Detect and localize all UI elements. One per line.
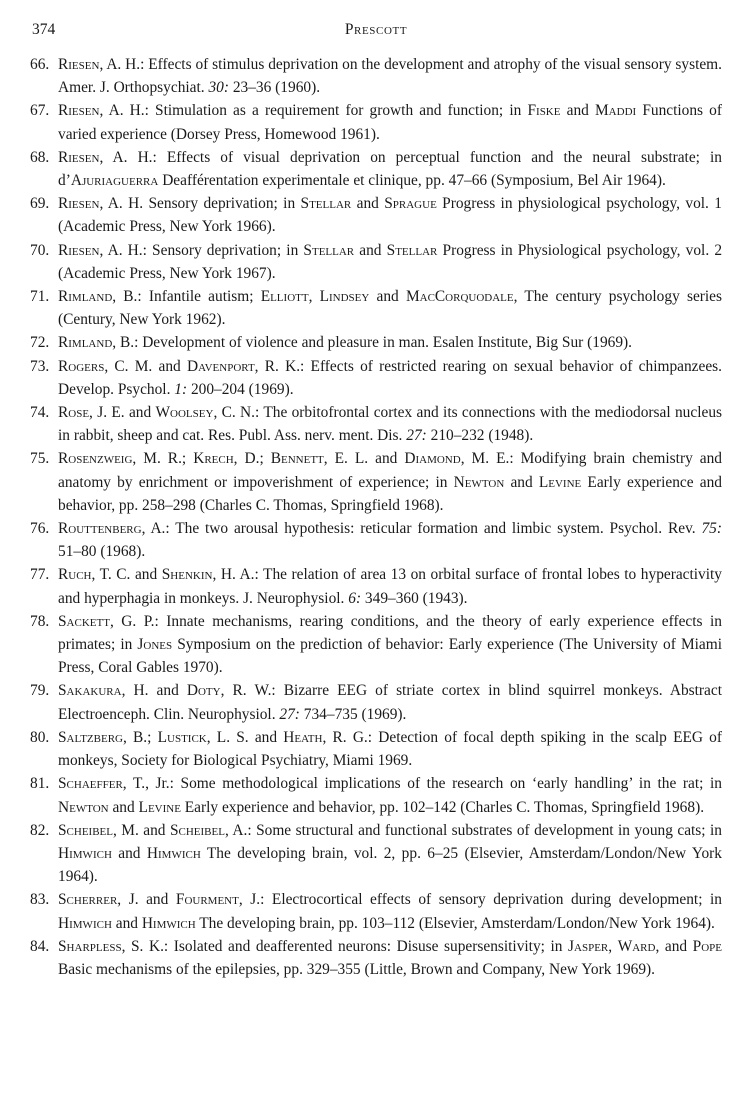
reference-number: 70. [30, 241, 50, 259]
reference-text: , B.; [123, 728, 158, 746]
author-name: Maddi [595, 102, 637, 120]
reference-text: , G. P.: Innate mechanisms, rearing conditions, and the theory of early experience effects in primates; in [58, 612, 722, 654]
reference-text: Deafférentation experimentale et clinique, pp. 47–66 (Symposium, Bel Air 1964). [158, 172, 666, 190]
reference-text: Symposium on the prediction of behavior: Early experience (The University of Miami Press, Coral Gables 1970). [58, 636, 722, 677]
reference-text: , A. H. Sensory deprivation; in [99, 195, 301, 213]
reference-text: and [111, 844, 147, 862]
author-name: Ward [617, 937, 656, 955]
reference-text: , The century psychology series (Century, New York 1962). [58, 288, 722, 329]
reference-text: 200–204 (1969). [187, 380, 294, 398]
reference-text: 734–735 (1969). [299, 705, 407, 723]
author-name: Sackett [58, 612, 110, 630]
volume-number: 27: [279, 705, 300, 723]
reference-number: 81. [30, 775, 50, 793]
author-name: Ruch [58, 566, 92, 584]
author-name: Davenport [186, 357, 255, 375]
reference-entry [30, 53, 722, 99]
author-name: Lindsey [319, 288, 370, 306]
reference-entry [30, 563, 722, 609]
reference-text: , C. N.: The orbitofrontal cortex and its connections with the mediodorsal nucleus in rabbit, sheep and cat. Res. Publ. Ass. nerv. ment. Dis. [58, 404, 722, 445]
author-name: MacCorquodale [405, 288, 514, 306]
author-name: Riesen [58, 148, 100, 166]
reference-text: , J.: Electrocortical effects of sensory deprivation during development; in [238, 891, 722, 909]
author-name: Woolsey [155, 404, 214, 422]
reference-number: 82. [30, 821, 50, 839]
reference-text: , [308, 288, 320, 306]
author-name: Doty [186, 682, 221, 700]
reference-entry [30, 726, 722, 772]
reference-text: , A. H.: Effects of visual deprivation on perceptual function and the neural substrate; in d’ [58, 148, 722, 190]
author-name: Stellar [386, 241, 438, 259]
reference-text: , A.: The two arousal hypothesis: reticular formation and limbic system. Psychol. Rev. [141, 520, 702, 538]
author-name: Newton [58, 798, 109, 816]
author-name: Riesen [58, 102, 100, 120]
reference-number: 83. [30, 891, 50, 909]
reference-text: , A.: Some structural and functional substrates of development in young cats; in [224, 821, 722, 839]
reference-entry [30, 285, 722, 331]
author-name: Rogers [58, 357, 105, 375]
reference-text: and [369, 288, 406, 306]
reference-entry [30, 517, 722, 563]
reference-entry [30, 239, 722, 285]
reference-text: and [351, 195, 385, 213]
reference-text: Early experience and behavior, pp. 258–298 (Charles C. Thomas, Springfield 1968). [58, 473, 722, 514]
author-name: Ajuriaguerra [70, 172, 159, 190]
author-name: Scherrer [58, 891, 118, 909]
volume-number: 30: [208, 79, 229, 97]
author-name: Shenkin [161, 566, 213, 584]
reference-text: and [354, 241, 387, 259]
running-title: Prescott [344, 21, 408, 38]
reference-text: , S. K.: Isolated and deafferented neurons: Disuse supersensitivity; in [121, 937, 569, 955]
reference-text: , and [655, 937, 693, 955]
reference-number: 75. [30, 450, 50, 468]
author-name: Bennett [270, 450, 324, 468]
reference-text: , R. W.: Bizarre EEG of striate cortex in blind squirrel monkeys. Abstract Electroenceph. Clin. Neurophysiol. [58, 682, 722, 723]
reference-number: 68. [30, 148, 50, 166]
reference-entry [30, 192, 722, 238]
reference-text: 23–36 (1960). [229, 79, 321, 97]
author-name: Schaeffer [58, 775, 123, 793]
author-name: Himwich [141, 914, 196, 932]
reference-text: 51–80 (1968). [58, 543, 146, 561]
reference-text: , B.: Development of violence and pleasure in man. Esalen Institute, Big Sur (1969). [112, 334, 633, 352]
author-name: Jasper [568, 937, 609, 955]
reference-text: , D.; [233, 450, 271, 468]
reference-text: , J. and [117, 891, 176, 909]
reference-text: 349–360 (1943). [361, 589, 468, 607]
reference-number: 69. [30, 195, 50, 213]
author-name: Himwich [146, 844, 201, 862]
reference-text: and [108, 798, 139, 816]
author-name: Jones [137, 636, 173, 654]
reference-entry [30, 888, 722, 934]
author-name: Sharpless [58, 937, 122, 955]
reference-text: , [608, 937, 618, 955]
reference-text: , R. K.: Effects of restricted rearing on sexual behavior of chimpanzees. Develop. Psychol. [58, 357, 723, 398]
reference-number: 67. [30, 102, 50, 120]
reference-text: Early experience and behavior, pp. 102–142 (Charles C. Thomas, Springfield 1968). [180, 798, 705, 816]
author-name: Levine [138, 798, 181, 816]
reference-number: 77. [30, 566, 50, 584]
reference-text: , B.: Infantile autism; [112, 288, 261, 306]
reference-number: 74. [30, 404, 50, 422]
author-name: Stellar [303, 241, 355, 259]
volume-number: 27: [406, 427, 427, 445]
author-name: Newton [453, 473, 505, 491]
running-head [30, 18, 722, 42]
reference-text: , H. A.: The relation of area 13 on orbital surface of frontal lobes to hyperactivity and hyperphagia in monkeys. J. Neurophysiol. [58, 566, 722, 607]
author-name: Rimland [58, 288, 113, 306]
reference-text: , A. H.: Sensory deprivation; in [99, 241, 304, 259]
reference-entry [30, 401, 722, 447]
reference-text: , M. R.; [132, 450, 194, 468]
author-name: Elliott [260, 288, 309, 306]
reference-text: and [111, 914, 142, 932]
reference-text: 210–232 (1948). [426, 427, 534, 445]
author-name: Routtenberg [58, 520, 142, 538]
reference-number: 78. [30, 612, 50, 630]
volume-number: 1: [174, 380, 188, 398]
reference-number: 66. [30, 56, 50, 73]
reference-entry [30, 819, 722, 889]
reference-text: Progress in physiological psychology, vol. 1 (Academic Press, New York 1966). [58, 195, 722, 236]
reference-text: , M. and [113, 821, 170, 839]
reference-number: 80. [30, 728, 50, 746]
reference-entry [30, 146, 722, 192]
reference-text: Basic mechanisms of the epilepsies, pp. 329–355 (Little, Brown and Company, New York 1969). [58, 960, 656, 978]
author-name: Himwich [58, 914, 112, 932]
author-name: Riesen [58, 56, 100, 73]
author-name: Lustick [157, 728, 207, 746]
author-name: Rosenzweig [58, 450, 133, 468]
reference-entry [30, 331, 722, 354]
page-number: 374 [32, 21, 56, 38]
reference-text: Progress in Physiological psychology, vol. 2 (Academic Press, New York 1967). [58, 241, 723, 282]
reference-entry [30, 610, 722, 680]
author-name: Scheibel [169, 821, 225, 839]
author-name: Rimland [58, 334, 113, 352]
author-name: Scheibel [58, 821, 113, 839]
reference-text: and [504, 473, 539, 491]
author-name: Sakakura [58, 682, 122, 700]
volume-number: 6: [348, 589, 362, 607]
reference-text: , M. E.: Modifying brain chemistry and anatomy by enrichment or impoverishment of experience; in [58, 450, 722, 491]
author-name: Fourment [175, 891, 239, 909]
reference-text: , C. M. and [104, 357, 187, 375]
author-name: Levine [538, 473, 582, 491]
author-name: Himwich [58, 844, 112, 862]
reference-text: and [560, 102, 595, 120]
reference-entry [30, 679, 722, 725]
book-page [30, 18, 722, 981]
reference-text: , T. C. and [91, 566, 162, 584]
reference-number: 71. [30, 288, 50, 306]
reference-text: , H. and [121, 682, 187, 700]
reference-text: The developing brain, vol. 2, pp. 6–25 (Elsevier, Amsterdam/London/New York 1964). [58, 844, 722, 886]
author-name: Heath [283, 728, 323, 746]
author-name: Fiske [527, 102, 561, 120]
reference-number: 72. [30, 334, 50, 352]
reference-text: , A. H.: Effects of stimulus deprivation on the development and atrophy of the visual sensory system. Amer. J. Orthopsychiat. [58, 56, 722, 97]
author-name: Riesen [58, 195, 100, 213]
author-name: Riesen [58, 241, 100, 259]
author-name: Stellar [300, 195, 352, 213]
reference-text: , A. H.: Stimulation as a requirement for growth and function; in [99, 102, 528, 120]
reference-text: , E. L. and [323, 450, 405, 468]
reference-number: 73. [30, 357, 50, 375]
reference-text: , L. S. and [206, 728, 284, 746]
reference-entry [30, 355, 722, 401]
reference-entry [30, 447, 722, 517]
reference-text: , T., Jr.: Some methodological implications of the research on ‘early handling’ in the rat; in [122, 775, 722, 793]
author-name: Pope [692, 937, 722, 955]
reference-text: , R. G.: Detection of focal depth spiking in the scalp EEG of monkeys, Society for Biological Psychiatry, Miami 1969. [58, 728, 722, 770]
reference-number: 84. [30, 937, 50, 955]
reference-number: 79. [30, 682, 50, 700]
author-name: Diamond [404, 450, 461, 468]
author-name: Saltzberg [58, 728, 123, 746]
reference-text: , J. E. and [89, 404, 156, 422]
author-name: Rose [58, 404, 90, 422]
reference-text: Functions of varied experience (Dorsey Press, Homewood 1961). [58, 102, 723, 143]
reference-number: 76. [30, 520, 50, 538]
reference-list [30, 53, 722, 981]
author-name: Krech [193, 450, 234, 468]
reference-entry [30, 935, 722, 981]
author-name: Sprague [384, 195, 437, 213]
reference-text: The developing brain, pp. 103–112 (Elsevier, Amsterdam/London/New York 1964). [195, 914, 715, 932]
volume-number: 75: [701, 520, 722, 538]
reference-entry [30, 99, 722, 145]
reference-entry [30, 772, 722, 818]
